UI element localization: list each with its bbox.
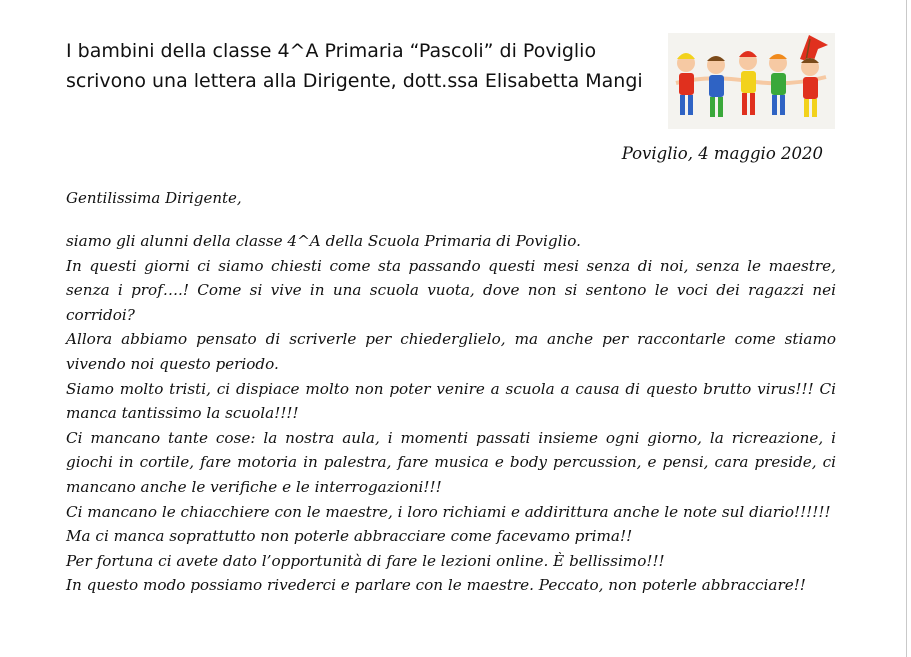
letter-paragraph: Siamo molto tristi, ci dispiace molto non poter venire a scuola a causa di questo brutto virus!!! Ci manca tantissimo la scuola!!!! (66, 379, 836, 423)
letter-paragraph: Allora abbiamo pensato di scriverle per chiederglielo, ma anche per raccontarle come stiamo vivendo noi questo periodo. (66, 330, 836, 373)
letter-body (66, 229, 836, 598)
letter-paragraph: siamo gli alunni della classe 4^A della Scuola Primaria di Poviglio. (66, 232, 582, 250)
document-title: I bambini della classe 4^A Primaria “Pascoli” di Poviglio scrivono una lettera alla Dirigente, dott.ssa Elisabetta Mangi (66, 40, 643, 92)
letter-paragraph: In questi giorni ci siamo chiesti come sta passando questi mesi senza di noi, senza le maestre, senza i prof….! Come si vive in una scuola vuota, dove non si sentono le voci dei ragazzi nei corridoi? (66, 256, 836, 324)
letter-paragraph: Ci mancano tante cose: la nostra aula, i momenti passati insieme ogni giorno, la ricreazione, i giochi in cortile, fare motoria in palestra, fare musica e body percussion, e pensi, cara preside, ci mancano anche le verifiche e le interrogazioni!!! (66, 428, 836, 496)
letter-paragraph: Ci mancano le chiacchiere con le maestre, i loro richiami e addirittura anche le note sul diario!!!!!! (66, 502, 831, 521)
letter-paragraph: Ma ci manca soprattutto non poterle abbracciare come facevamo prima!! (66, 527, 633, 546)
letter-paragraph: In questo modo possiamo rivederci e parlare con le maestre. Peccato, non poterle abbracciare!! (66, 576, 806, 595)
page-edge (906, 0, 907, 657)
letter-salutation: Gentilissima Dirigente, (66, 189, 242, 207)
letter-paragraph: Per fortuna ci avete dato l’opportunità di fare le lezioni online. È bellissimo!!! (66, 551, 665, 570)
children-holding-hands-clipart-icon (668, 33, 835, 129)
letter-date: Poviglio, 4 maggio 2020 (621, 144, 823, 163)
